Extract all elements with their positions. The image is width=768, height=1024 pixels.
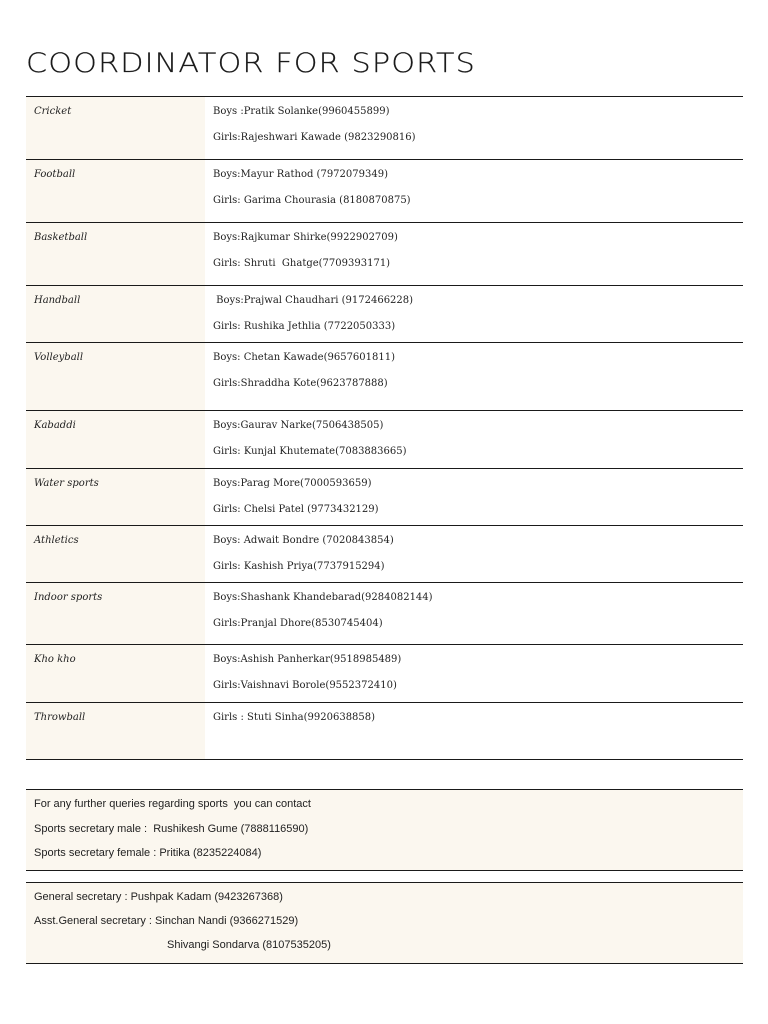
coordinator-names bbox=[205, 526, 743, 582]
table-row bbox=[26, 96, 743, 159]
boys-coordinator: Boys:Shashank Khandebarad(9284082144) bbox=[213, 592, 433, 603]
coordinator-names bbox=[205, 286, 743, 342]
sports-secretary-box bbox=[26, 789, 743, 871]
table-row bbox=[26, 159, 743, 222]
coordinator-names bbox=[205, 411, 743, 468]
empty-coordinator bbox=[213, 737, 743, 763]
girls-coordinator: Girls: Garima Chourasia (8180870875) bbox=[213, 195, 411, 206]
girls-coordinator: Girls: Chelsi Patel (9773432129) bbox=[213, 504, 379, 515]
sport-name: Throwball bbox=[26, 703, 205, 759]
sport-name: Handball bbox=[26, 286, 205, 342]
boys-coordinator: Boys:Ashish Panherkar(9518985489) bbox=[213, 654, 402, 665]
girls-coordinator: Girls: Kunjal Khutemate(7083883665) bbox=[213, 446, 407, 457]
table-row bbox=[26, 342, 743, 410]
sports-secretary-female: Sports secretary female : Pritika (8235224084) bbox=[34, 847, 262, 859]
sports-secretary-male: Sports secretary male : Rushikesh Gume (7888116590) bbox=[34, 823, 309, 835]
sport-name: Basketball bbox=[26, 223, 205, 285]
girls-coordinator: Girls:Rajeshwari Kawade (9823290816) bbox=[213, 132, 416, 143]
sport-name: Cricket bbox=[26, 97, 205, 159]
boys-coordinator: Boys:Rajkumar Shirke(9922902709) bbox=[213, 232, 398, 243]
asst-general-secretary: Asst.General secretary : Sinchan Nandi (9366271529) bbox=[34, 915, 299, 927]
table-row bbox=[26, 702, 743, 760]
girls-coordinator: Girls : Stuti Sinha(9920638858) bbox=[213, 712, 376, 723]
coordinator-names bbox=[205, 97, 743, 159]
coordinator-names bbox=[205, 645, 743, 702]
coordinator-names bbox=[205, 160, 743, 222]
boys-coordinator: Boys:Prajwal Chaudhari (9172466228) bbox=[213, 295, 414, 306]
coordinator-names bbox=[205, 343, 743, 410]
sport-name: Football bbox=[26, 160, 205, 222]
contact-intro: For any further queries regarding sports you can contact bbox=[34, 798, 311, 810]
boys-coordinator: Boys:Parag More(7000593659) bbox=[213, 478, 372, 489]
table-row bbox=[26, 525, 743, 582]
table-row bbox=[26, 285, 743, 342]
coordinator-names bbox=[205, 469, 743, 525]
girls-coordinator: Girls:Pranjal Dhore(8530745404) bbox=[213, 618, 383, 629]
boys-coordinator: Boys :Pratik Solanke(9960455899) bbox=[213, 106, 390, 117]
boys-coordinator: Boys: Adwait Bondre (7020843854) bbox=[213, 535, 394, 546]
coordinator-names bbox=[205, 703, 743, 759]
sport-name: Kabaddi bbox=[26, 411, 205, 468]
girls-coordinator: Girls: Shruti Ghatge(7709393171) bbox=[213, 258, 391, 269]
asst-general-secretary-2: Shivangi Sondarva (8107535205) bbox=[167, 939, 331, 951]
sport-name: Water sports bbox=[26, 469, 205, 525]
table-row bbox=[26, 468, 743, 525]
sport-name: Indoor sports bbox=[26, 583, 205, 644]
sport-name: Athletics bbox=[26, 526, 205, 582]
general-secretary: General secretary : Pushpak Kadam (9423267368) bbox=[34, 891, 283, 903]
coordinator-names bbox=[205, 223, 743, 285]
boys-coordinator: Boys:Mayur Rathod (7972079349) bbox=[213, 169, 388, 180]
girls-coordinator: Girls:Vaishnavi Borole(9552372410) bbox=[213, 680, 397, 691]
boys-coordinator: Boys:Gaurav Narke(7506438505) bbox=[213, 420, 384, 431]
table-row bbox=[26, 582, 743, 644]
table-row bbox=[26, 644, 743, 702]
girls-coordinator: Girls: Rushika Jethlia (7722050333) bbox=[213, 321, 396, 332]
girls-coordinator: Girls:Shraddha Kote(9623787888) bbox=[213, 378, 388, 389]
sport-name: Volleyball bbox=[26, 343, 205, 410]
girls-coordinator: Girls: Kashish Priya(7737915294) bbox=[213, 561, 385, 572]
boys-coordinator: Boys: Chetan Kawade(9657601811) bbox=[213, 352, 396, 363]
page-title: COORDINATOR FOR SPORTS bbox=[26, 48, 476, 79]
table-row bbox=[26, 222, 743, 285]
table-row bbox=[26, 410, 743, 468]
general-secretary-box bbox=[26, 882, 743, 964]
coordinator-names bbox=[205, 583, 743, 644]
sport-name: Kho kho bbox=[26, 645, 205, 702]
sports-coordinator-table bbox=[26, 96, 743, 760]
